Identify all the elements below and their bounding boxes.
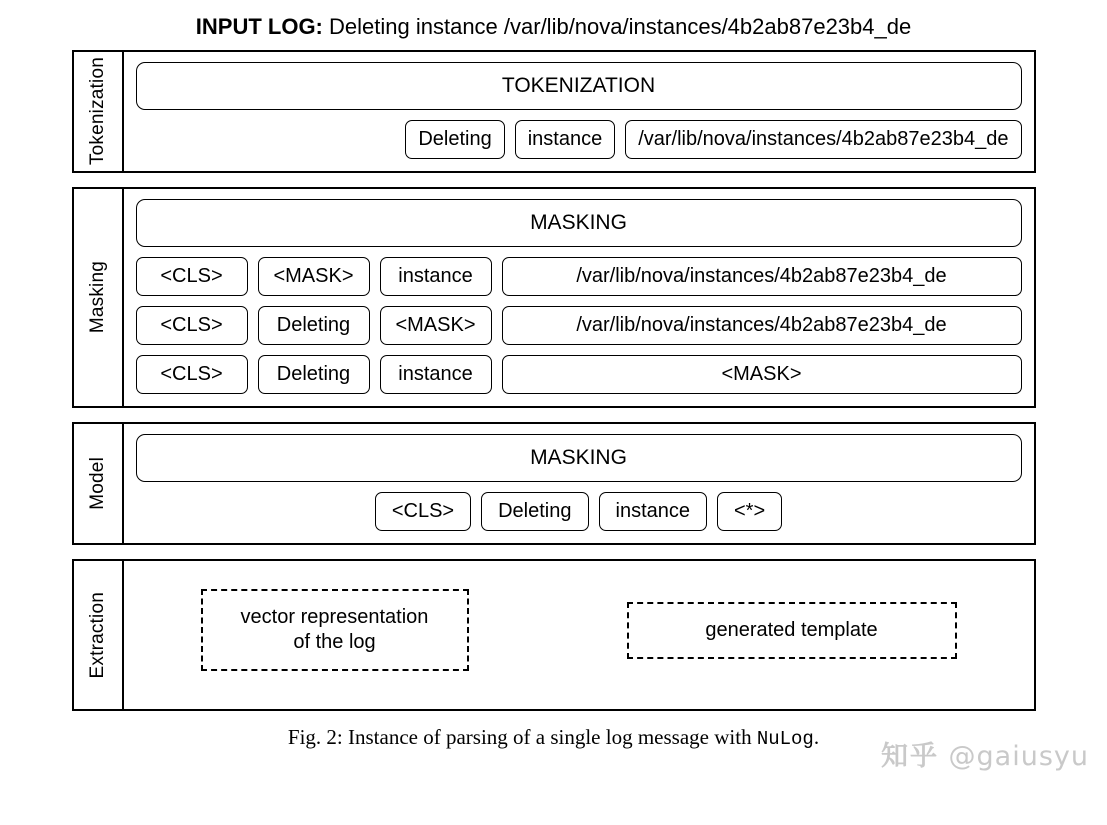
token-item: Deleting: [405, 120, 504, 159]
vector-representation-box: [201, 589, 469, 671]
stage-label-model: [74, 424, 124, 543]
token-item: /var/lib/nova/instances/4b2ab87e23b4_de: [625, 120, 1021, 159]
token-item: instance: [380, 355, 492, 394]
watermark-handle: @gaiusyu: [938, 741, 1089, 772]
stage-body-tokenization: [124, 52, 1034, 171]
token-item: Deleting: [481, 492, 588, 531]
stage-label-extraction: [74, 561, 124, 709]
stage-model: [72, 422, 1036, 545]
token-item: <CLS>: [136, 257, 248, 296]
stage-tokenization: [72, 50, 1036, 173]
token-item: instance: [515, 120, 616, 159]
token-item: Deleting: [258, 355, 370, 394]
tokenization-title-box: TOKENIZATION: [136, 62, 1022, 110]
stage-label-tokenization-text: Tokenization: [86, 57, 108, 166]
token-item: <MASK>: [258, 257, 370, 296]
masking-row: [136, 355, 1022, 394]
stage-label-masking: [74, 189, 124, 406]
token-item: /var/lib/nova/instances/4b2ab87e23b4_de: [502, 306, 1022, 345]
watermark-logo-text: 知乎: [880, 741, 939, 772]
vector-representation-line2: of the log: [293, 631, 376, 653]
caption-mono-name: NuLog: [756, 728, 814, 750]
token-item: <CLS>: [136, 306, 248, 345]
input-log-header: [0, 0, 1107, 50]
caption-prefix: Fig. 2: Instance of parsing of a single log message with: [287, 725, 757, 749]
stage-extraction: [72, 559, 1036, 711]
token-item: <MASK>: [502, 355, 1022, 394]
stage-masking: [72, 187, 1036, 408]
masking-title-box: MASKING: [136, 199, 1022, 247]
extraction-outputs-row: [136, 571, 1022, 697]
token-item: <CLS>: [375, 492, 471, 531]
tokenization-token-row: [136, 120, 1022, 159]
pipeline-diagram: [72, 50, 1036, 711]
input-log-value: Deleting instance /var/lib/nova/instances/4b2ab87e23b4_de: [329, 14, 912, 39]
token-item: <MASK>: [380, 306, 492, 345]
model-title-box: MASKING: [136, 434, 1022, 482]
token-item: <*>: [717, 492, 782, 531]
caption-suffix: .: [813, 725, 820, 749]
masking-row: [136, 306, 1022, 345]
input-log-label: INPUT LOG:: [195, 14, 323, 39]
token-item: Deleting: [258, 306, 370, 345]
token-item: instance: [380, 257, 492, 296]
generated-template-box: generated template: [627, 602, 957, 659]
masking-row: [136, 257, 1022, 296]
vector-representation-line1: vector representation: [240, 606, 429, 628]
stage-body-model: [124, 424, 1034, 543]
stage-label-tokenization: [74, 52, 124, 171]
stage-label-masking-text: Masking: [86, 261, 108, 334]
stage-label-extraction-text: Extraction: [86, 591, 108, 679]
stage-label-model-text: Model: [86, 457, 108, 510]
stage-body-masking: [124, 189, 1034, 406]
stage-body-extraction: [124, 561, 1034, 709]
token-item: /var/lib/nova/instances/4b2ab87e23b4_de: [502, 257, 1022, 296]
model-token-row: [136, 492, 1022, 531]
token-item: <CLS>: [136, 355, 248, 394]
token-item: instance: [599, 492, 708, 531]
watermark: [881, 734, 1089, 773]
